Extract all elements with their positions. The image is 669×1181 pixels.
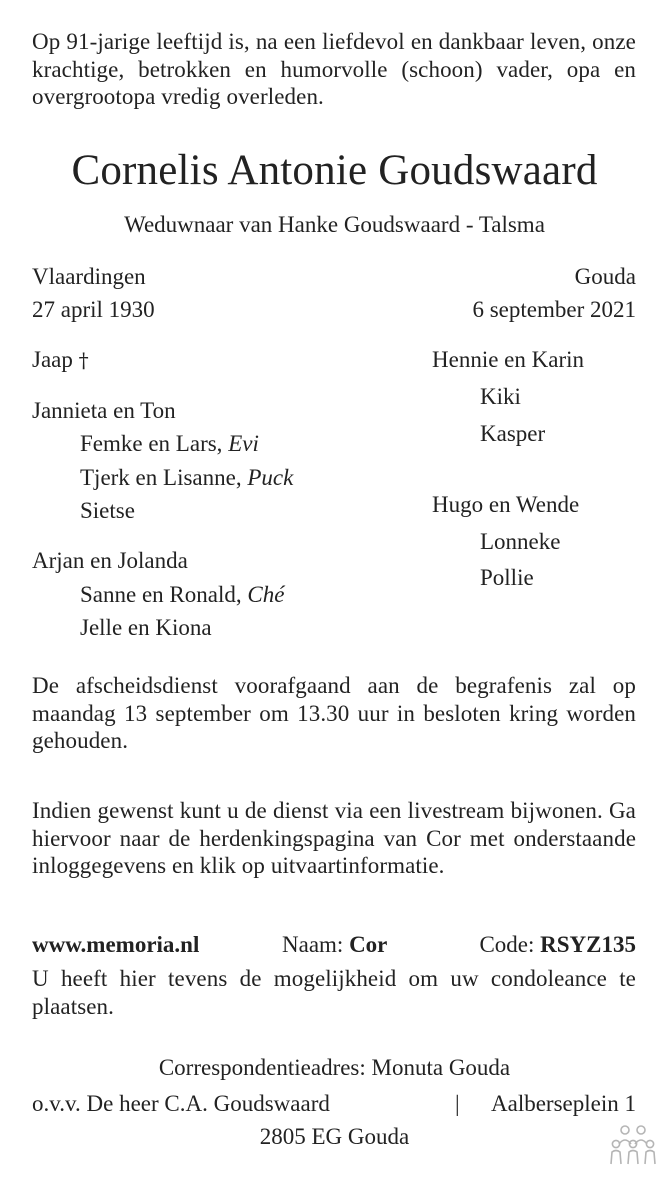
- family-name: Femke en Lars,: [80, 431, 223, 456]
- family-member: [32, 578, 284, 611]
- family-member: Pollie: [480, 565, 534, 590]
- widower-line: Weduwnaar van Hanke Goudswaard - Talsma: [124, 212, 545, 237]
- login-code-label: Code:: [479, 932, 535, 957]
- family-member: [32, 427, 259, 460]
- grandchild-name: Evi: [228, 431, 259, 456]
- family-member: Sietse: [80, 498, 135, 523]
- grandchild-name: Ché: [247, 582, 285, 607]
- family-member: Jelle en Kiona: [80, 615, 212, 640]
- family-member: Kiki: [480, 384, 521, 409]
- family-member-jaap: [32, 343, 89, 377]
- family-member: Kasper: [480, 421, 546, 446]
- grandchild-name: Puck: [247, 465, 294, 490]
- address-street: Aalberseplein 1: [491, 1091, 636, 1116]
- family-group-head: Jannieta en Ton: [32, 398, 176, 423]
- cross-icon: †: [78, 348, 89, 372]
- deceased-name: Cornelis Antonie Goudswaard: [71, 147, 598, 194]
- login-code: [479, 930, 636, 960]
- website-link[interactable]: www.memoria.nl: [32, 932, 200, 957]
- family-group-head: Hugo en Wende: [432, 492, 580, 517]
- login-name: [282, 930, 387, 960]
- condolence-paragraph: U heeft hier tevens de mogelijkheid om uw condoleance te plaatsen.: [32, 966, 636, 1019]
- death-place: Gouda: [574, 264, 636, 289]
- login-name-value: Cor: [349, 932, 388, 957]
- family-group-head: Arjan en Jolanda: [32, 548, 188, 573]
- address-attention: o.v.v. De heer C.A. Goudswaard: [32, 1091, 330, 1116]
- birth-date: 27 april 1930: [32, 297, 155, 322]
- livestream-paragraph: Indien gewenst kunt u de dienst via een livestream bijwonen. Ga hiervoor naar de herdenkingspagina van Cor met onderstaande inloggegevens en klik op uitvaartinformatie.: [32, 798, 636, 878]
- death-date: 6 september 2021: [472, 297, 636, 322]
- address-separator: |: [455, 1091, 460, 1116]
- family-member: Lonneke: [480, 529, 561, 554]
- address-line-1: Correspondentieadres: Monuta Gouda: [158, 1055, 511, 1080]
- intro-paragraph: Op 91-jarige leeftijd is, na een liefdevol en dankbaar leven, onze krachtige, betrokken en humorvolle (schoon) vader, opa en overgrootopa vredig overleden.: [32, 29, 636, 109]
- memoria-family-icon: [609, 1124, 657, 1166]
- family-name: Sanne en Ronald,: [80, 582, 242, 607]
- address-line-3: 2805 EG Gouda: [259, 1124, 410, 1149]
- login-name-label: Naam:: [282, 932, 344, 957]
- family-group-head: Hennie en Karin: [432, 347, 584, 372]
- birth-place: Vlaardingen: [32, 264, 146, 289]
- login-code-value: RSYZ135: [540, 932, 636, 957]
- family-name: Jaap: [32, 347, 73, 372]
- family-name: Tjerk en Lisanne,: [80, 465, 242, 490]
- service-paragraph: De afscheidsdienst voorafgaand aan de begrafenis zal op maandag 13 september om 13.30 uur in besloten kring worden gehouden.: [32, 673, 636, 753]
- family-member: [32, 461, 293, 494]
